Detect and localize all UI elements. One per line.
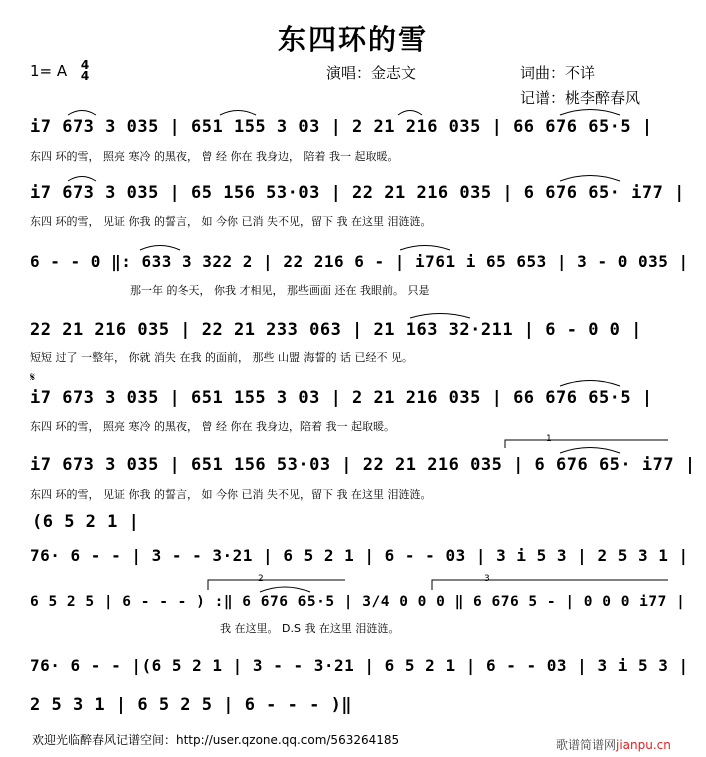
notation-row-3: 6 - - 0 ‖: 633 3 322 2 | 22 216 6 - | i761 i 65 653 | 3 - 0 035 | <box>30 252 689 271</box>
ending-number-1: 1 <box>546 434 552 444</box>
notation-row-8: 76· 6 - - | 3 - - 3·21 | 6 5 2 1 | 6 - - 03 | 3 i 5 3 | 2 5 3 1 | <box>30 546 689 565</box>
lyrics-row-1: 东四 环的雪， 照亮 寒冷 的黑夜， 曾 经 你在 我身边， 陪着 我一 起取暖。 <box>30 150 399 163</box>
notation-row-10: 76· 6 - - |(6 5 2 1 | 3 - - 3·21 | 6 5 2 1 | 6 - - 03 | 3 i 5 3 | <box>30 656 689 675</box>
watermark-suffix: jianpu.cn <box>616 738 671 752</box>
notation-row-6: i7 673 3 035 | 651 156 53·03 | 22 21 216 035 | 6 676 65· i77 | <box>30 455 696 475</box>
watermark-prefix: 歌谱简谱网 <box>556 738 617 752</box>
tie <box>68 177 96 182</box>
tie <box>410 314 470 319</box>
notation-row-4: 22 21 216 035 | 22 21 233 063 | 21 163 32·211 | 6 - 0 0 | <box>30 320 642 340</box>
notation-row-2: i7 673 3 035 | 65 156 53·03 | 22 21 216 035 | 6 676 65· i77 | <box>30 183 685 203</box>
ending-number-3: 3 <box>484 574 490 584</box>
notation-row-1: i7 673 3 035 | 651 155 3 03 | 2 21 216 035 | 66 676 65·5 | <box>30 117 653 137</box>
lyrics-row-5: 东四 环的雪， 照亮 寒冷 的黑夜， 曾 经 你在 我身边，陪着 我一 起取暖。 <box>30 420 395 433</box>
tie <box>260 587 310 592</box>
tie <box>68 111 96 116</box>
ending-bracket-1 <box>505 440 668 448</box>
ending-bracket-3 <box>432 580 668 590</box>
footer-link[interactable]: 欢迎光临醉春风记谱空间：http://user.qzone.qq.com/563264185 <box>32 733 400 747</box>
time-signature-bottom: 4 <box>80 69 90 83</box>
notation-row-7: (6 5 2 1 | <box>32 512 140 532</box>
notation-row-9: 6 5 2 5 | 6 - - - ) :‖ 6 676 65·5 | 3/4 0 0 0 ‖ 6 676 5 - | 0 0 0 i77 | <box>30 594 686 610</box>
notation-row-5: i7 673 3 035 | 651 155 3 03 | 2 21 216 035 | 66 676 65·5 | <box>30 388 653 408</box>
ending-brackets <box>208 440 668 590</box>
lyrics-row-3: 那一年 的冬天， 你我 才相见， 那些画面 还在 我眼前。 只是 <box>130 284 430 297</box>
singer: 演唱：金志文 <box>326 64 417 82</box>
ending-number-2: 2 <box>258 574 264 584</box>
time-signature-top: 4 <box>80 58 90 72</box>
lyrics-row-9: 我 在这里。 D.S 我 在这里 泪涟涟。 <box>220 622 400 635</box>
tie <box>220 111 256 116</box>
tie <box>560 448 620 454</box>
lyrics-row-2: 东四 环的雪， 见证 你我 的誓言， 如 今你 已消 失不见，留下 我 在这里 泪涟涟。 <box>30 215 432 228</box>
notation-row-11: 2 5 3 1 | 6 5 2 5 | 6 - - - )‖ <box>30 695 353 715</box>
tie <box>400 246 450 251</box>
tie <box>560 110 620 116</box>
tie <box>560 381 620 387</box>
composer: 词曲：不详 <box>520 64 596 82</box>
song-title: 东四环的雪 <box>277 23 428 56</box>
lyrics-row-4: 短短 过了 一整年， 你就 消失 在我 的面前， 那些 山盟 海誓的 话 已经不 见。 <box>30 351 413 364</box>
tie <box>398 111 422 116</box>
lyrics-row-6: 东四 环的雪， 见证 你我 的誓言， 如 今你 已消 失不见，留下 我 在这里 泪涟涟。 <box>30 488 432 501</box>
transcriber: 记谱：桃李醉春风 <box>520 89 641 107</box>
ties <box>68 110 620 593</box>
tie <box>560 176 620 182</box>
segno-sign: 𝄋 <box>30 370 36 384</box>
ending-bracket-2 <box>208 580 345 590</box>
tie <box>140 246 180 251</box>
key-signature: 1= A <box>30 62 68 80</box>
